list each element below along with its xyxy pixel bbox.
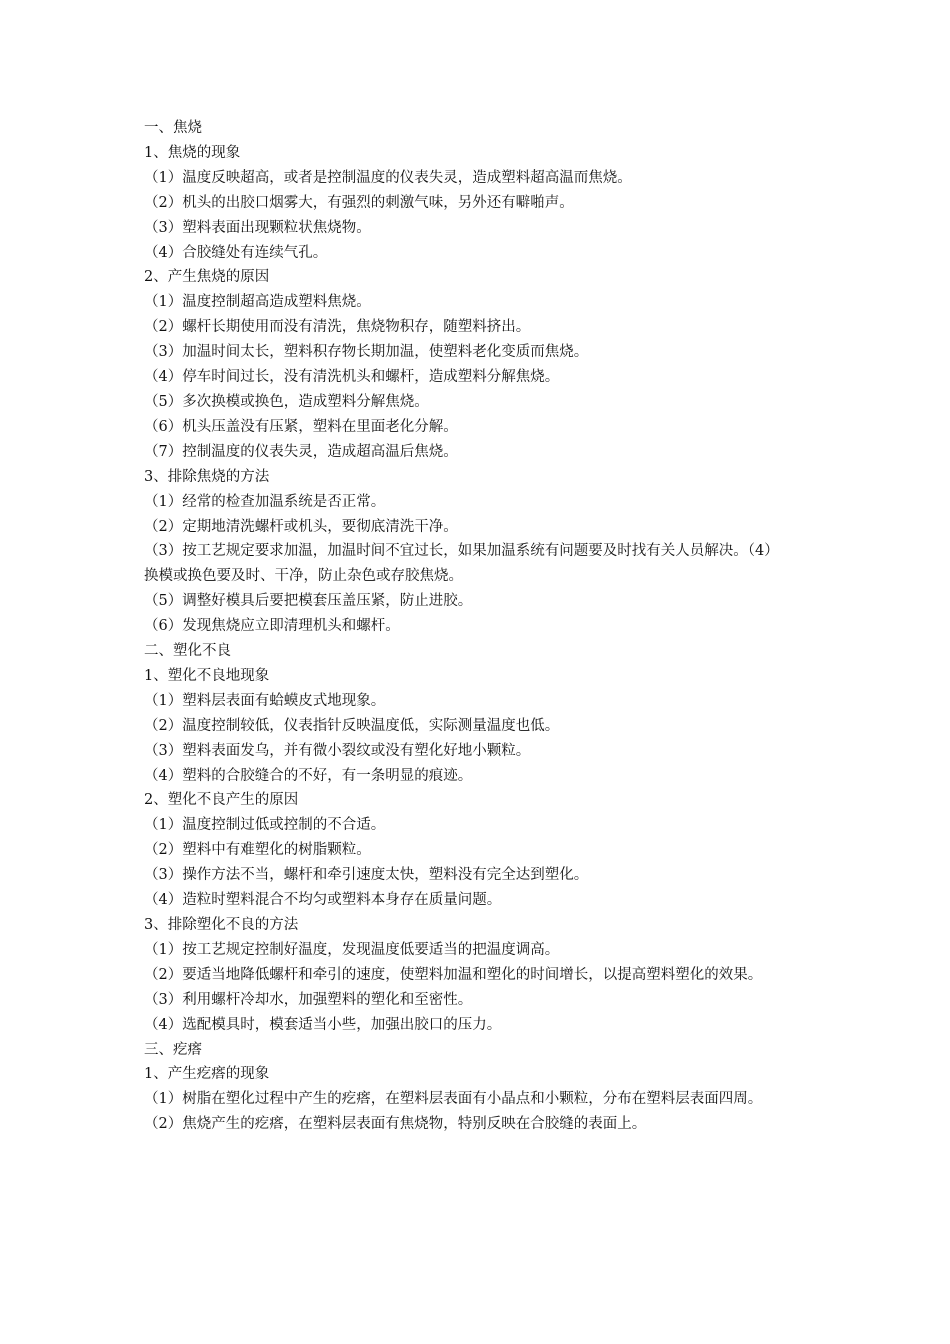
list-item: （3）操作方法不当，螺杆和牵引速度太快，塑料没有完全达到塑化。	[144, 867, 589, 884]
document-body	[144, 116, 814, 1137]
list-item: （1）塑料层表面有蛤蟆皮式地现象。	[144, 692, 386, 709]
list-item: （2）温度控制较低，仪表指针反映温度低，实际测量温度也低。	[144, 717, 560, 734]
subsection-heading: 3、排除焦烧的方法	[144, 468, 270, 485]
list-item: （3）塑料表面出现颗粒状焦烧物。	[144, 219, 371, 236]
list-item: （4）停车时间过长，没有清洗机头和螺杆，造成塑料分解焦烧。	[144, 369, 560, 386]
list-item: （3）利用螺杆冷却水，加强塑料的塑化和至密性。	[144, 991, 473, 1008]
list-item: （4）合胶缝处有连续气孔。	[144, 244, 328, 261]
list-item: （5）调整好模具后要把模套压盖压紧，防止进胶。	[144, 593, 473, 610]
list-item: （1）经常的检查加温系统是否正常。	[144, 493, 386, 510]
list-item: （2）焦烧产生的疙瘩，在塑料层表面有焦烧物，特别反映在合胶缝的表面上。	[144, 1116, 647, 1133]
section-heading-lumps: 三、疙瘩	[144, 1041, 202, 1058]
list-item: （4）选配模具时，模套适当小些，加强出胶口的压力。	[144, 1016, 502, 1033]
subsection-heading: 2、产生焦烧的原因	[144, 269, 270, 286]
list-item: （6）机头压盖没有压紧，塑料在里面老化分解。	[144, 418, 458, 435]
section-heading-scorching: 一、焦烧	[144, 120, 202, 136]
list-item: （7）控制温度的仪表失灵，造成超高温后焦烧。	[144, 443, 458, 460]
list-item: （3）加温时间太长，塑料积存物长期加温，使塑料老化变质而焦烧。	[144, 344, 589, 361]
list-item: （2）螺杆长期使用而没有清洗，焦烧物积存，随塑料挤出。	[144, 319, 531, 336]
list-item: （4）塑料的合胶缝合的不好，有一条明显的痕迹。	[144, 767, 473, 784]
list-item: （3）按工艺规定要求加温，加温时间不宜过长，如果加温系统有问题要及时找有关人员解决。（4）	[144, 543, 779, 560]
list-item: （2）要适当地降低螺杆和牵引的速度，使塑料加温和塑化的时间增长，以提高塑料塑化的效果。	[144, 966, 763, 983]
list-item-continuation: 换模或换色要及时、干净，防止杂色或存胶焦烧。	[144, 568, 463, 585]
list-item: （1）按工艺规定控制好温度，发现温度低要适当的把温度调高。	[144, 941, 560, 958]
list-item: （2）机头的出胶口烟雾大，有强烈的刺激气味，另外还有噼啪声。	[144, 194, 574, 211]
list-item: （2）塑料中有难塑化的树脂颗粒。	[144, 842, 371, 859]
subsection-heading: 3、排除塑化不良的方法	[144, 917, 299, 933]
list-item: （1）温度控制过低或控制的不合适。	[144, 817, 386, 834]
list-item: （4）造粒时塑料混合不均匀或塑料本身存在质量问题。	[144, 892, 502, 909]
list-item: （2）定期地清洗螺杆或机头，要彻底清洗干净。	[144, 518, 458, 535]
subsection-heading: 1、塑化不良地现象	[144, 667, 270, 684]
list-item: （1）温度反映超高，或者是控制温度的仪表失灵，造成塑料超高温而焦烧。	[144, 169, 632, 186]
list-item: （1）树脂在塑化过程中产生的疙瘩，在塑料层表面有小晶点和小颗粒，分布在塑料层表面四周。	[144, 1091, 763, 1108]
section-heading-poor-plasticization: 二、塑化不良	[144, 643, 231, 660]
list-item: （5）多次换模或换色，造成塑料分解焦烧。	[144, 393, 429, 410]
list-item: （3）塑料表面发乌，并有微小裂纹或没有塑化好地小颗粒。	[144, 742, 531, 759]
subsection-heading: 1、产生疙瘩的现象	[144, 1066, 270, 1083]
list-item: （1）温度控制超高造成塑料焦烧。	[144, 294, 371, 311]
subsection-heading: 1、焦烧的现象	[144, 144, 241, 161]
subsection-heading: 2、塑化不良产生的原因	[144, 792, 299, 809]
list-item: （6）发现焦烧应立即清理机头和螺杆。	[144, 618, 400, 635]
